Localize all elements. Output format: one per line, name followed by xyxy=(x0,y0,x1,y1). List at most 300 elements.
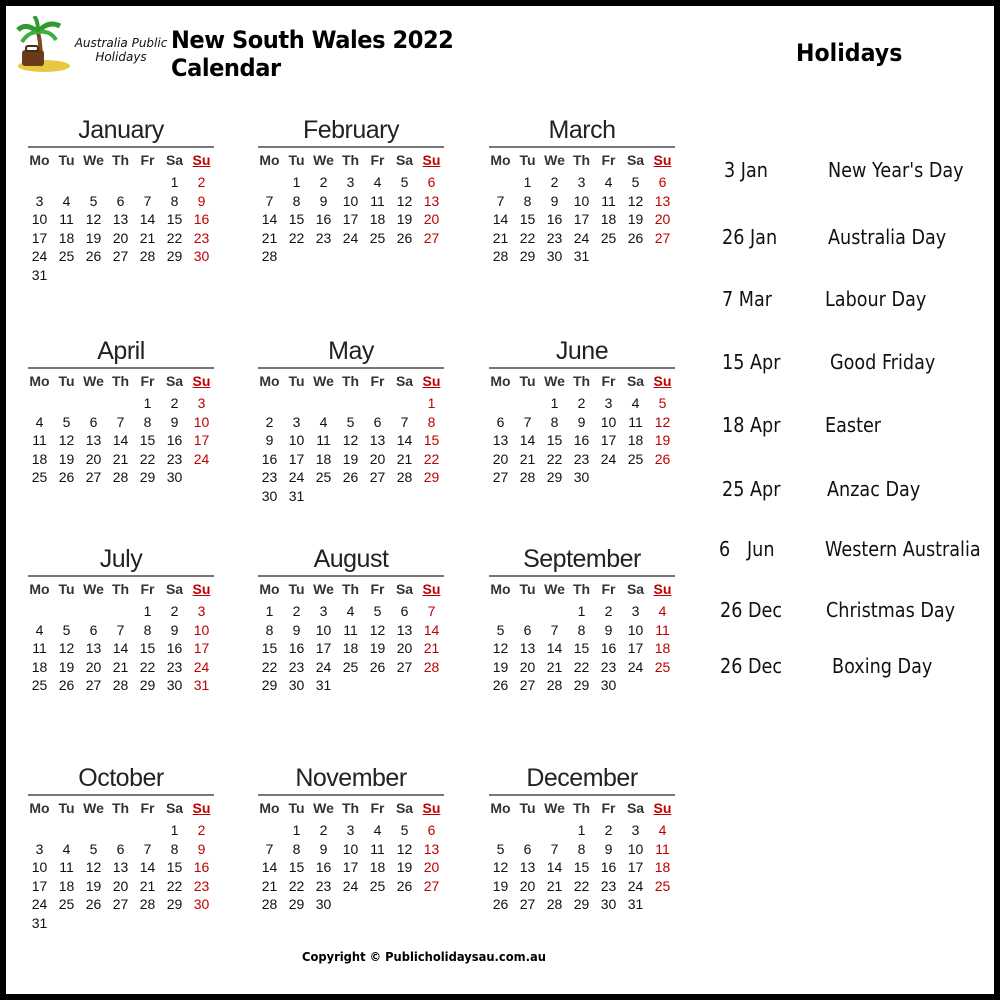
day-cell: 30 xyxy=(288,677,305,693)
empty-cell xyxy=(514,821,541,840)
day-cell: 28 xyxy=(139,896,156,912)
day-cell: 30 xyxy=(193,896,210,912)
weekday-label: Su xyxy=(192,800,211,816)
holiday-name: Christmas Day xyxy=(826,598,956,622)
day-cell: 9 xyxy=(319,840,328,857)
day-cell: 15 xyxy=(166,859,183,875)
empty-cell xyxy=(53,394,80,413)
day-cell: 11 xyxy=(32,640,47,656)
weekday-label: Tu xyxy=(288,800,305,816)
day-cell: 25 xyxy=(369,877,386,894)
month-name: December xyxy=(526,764,638,792)
day-cell: 9 xyxy=(577,413,586,430)
day-cell: 21 xyxy=(112,450,129,467)
month-divider xyxy=(258,794,444,796)
day-cell: 10 xyxy=(288,432,305,448)
day-cell: 18 xyxy=(369,859,386,875)
day-cell: 23 xyxy=(600,877,617,894)
day-cell: 23 xyxy=(573,450,590,467)
day-cell: 15 xyxy=(288,859,305,875)
day-cell: 24 xyxy=(627,877,644,894)
month-december xyxy=(487,762,677,914)
empty-cell xyxy=(80,394,107,413)
weekday-label: Tu xyxy=(288,581,305,597)
day-cell: 9 xyxy=(170,413,179,430)
day-cell: 24 xyxy=(193,658,210,675)
weekday-label: Su xyxy=(653,152,672,168)
day-cell: 12 xyxy=(369,621,386,638)
day-cell: 13 xyxy=(85,432,102,448)
day-cell: 2 xyxy=(604,603,613,619)
day-cell: 4 xyxy=(658,822,667,838)
day-cell: 6 xyxy=(427,822,436,838)
day-cell: 29 xyxy=(288,896,305,912)
empty-cell xyxy=(256,173,283,192)
weekday-label: Tu xyxy=(58,373,75,389)
day-cell: 19 xyxy=(396,859,413,875)
holiday-name: Boxing Day xyxy=(832,654,933,678)
day-cell: 27 xyxy=(423,877,440,894)
day-cell: 5 xyxy=(89,840,98,857)
month-name: April xyxy=(97,337,145,365)
empty-cell xyxy=(26,602,53,621)
weekday-label: Th xyxy=(572,373,591,389)
day-cell: 9 xyxy=(265,432,274,448)
weekday-label: Sa xyxy=(165,152,184,168)
day-cell: 21 xyxy=(519,450,536,467)
day-cell: 2 xyxy=(292,603,301,619)
day-cell: 6 xyxy=(116,192,125,209)
day-cell: 14 xyxy=(423,621,440,638)
day-cell: 14 xyxy=(261,211,278,227)
day-cell: 29 xyxy=(261,677,278,693)
day-cell: 18 xyxy=(654,640,671,656)
day-cell: 29 xyxy=(573,677,590,693)
day-cell: 11 xyxy=(59,211,74,227)
day-cell: 6 xyxy=(658,174,667,190)
day-cell: 27 xyxy=(112,248,129,264)
day-cell: 15 xyxy=(139,640,156,656)
day-cell: 28 xyxy=(546,677,563,693)
empty-cell xyxy=(487,394,514,413)
day-cell: 24 xyxy=(31,248,48,264)
day-cell: 18 xyxy=(58,877,75,894)
day-cell: 9 xyxy=(319,192,328,209)
month-divider xyxy=(489,794,675,796)
empty-cell xyxy=(80,821,107,840)
day-cell: 26 xyxy=(492,896,509,912)
day-cell: 28 xyxy=(546,896,563,912)
day-cell: 25 xyxy=(654,658,671,675)
day-cell: 5 xyxy=(346,413,355,430)
day-cell: 8 xyxy=(265,621,274,638)
day-cell: 9 xyxy=(604,621,613,638)
day-cell: 28 xyxy=(519,469,536,485)
day-cell: 5 xyxy=(496,840,505,857)
day-cell: 28 xyxy=(492,248,509,264)
day-cell: 13 xyxy=(492,432,509,448)
day-cell: 30 xyxy=(261,487,278,504)
day-cell: 19 xyxy=(58,450,75,467)
weekday-label: Tu xyxy=(288,373,305,389)
empty-cell xyxy=(26,821,53,840)
day-cell: 16 xyxy=(166,640,183,656)
day-cell: 16 xyxy=(546,211,563,227)
weekday-header xyxy=(487,150,677,170)
day-cell: 1 xyxy=(265,603,274,619)
day-cell: 26 xyxy=(85,248,102,264)
day-cell: 4 xyxy=(373,822,382,838)
day-cell: 4 xyxy=(62,840,71,857)
day-cell: 11 xyxy=(370,192,385,209)
day-cell: 18 xyxy=(342,640,359,656)
month-name: August xyxy=(313,545,389,573)
day-cell: 1 xyxy=(170,822,179,838)
day-cell: 16 xyxy=(288,640,305,656)
day-cell: 27 xyxy=(492,469,509,485)
day-cell: 20 xyxy=(85,658,102,675)
weekday-label: Mo xyxy=(490,581,511,597)
day-cell: 28 xyxy=(261,248,278,264)
day-cell: 15 xyxy=(519,211,536,227)
day-grid xyxy=(256,394,446,505)
day-cell: 27 xyxy=(85,677,102,693)
day-cell: 4 xyxy=(319,413,328,430)
day-cell: 5 xyxy=(400,174,409,190)
day-cell: 17 xyxy=(627,640,644,656)
empty-cell xyxy=(514,394,541,413)
weekday-label: Sa xyxy=(395,373,414,389)
day-cell: 30 xyxy=(600,677,617,693)
holiday-name: New Year's Day xyxy=(828,158,964,182)
day-cell: 18 xyxy=(654,859,671,875)
day-cell: 27 xyxy=(369,469,386,485)
weekday-label: Th xyxy=(341,800,360,816)
day-cell: 12 xyxy=(654,413,671,430)
day-cell: 7 xyxy=(550,840,559,857)
day-cell: 17 xyxy=(600,432,617,448)
weekday-label: Mo xyxy=(490,373,511,389)
day-cell: 31 xyxy=(627,896,644,912)
weekday-label: Su xyxy=(422,581,441,597)
day-cell: 14 xyxy=(261,859,278,875)
day-cell: 23 xyxy=(546,229,563,246)
month-divider xyxy=(258,575,444,577)
day-cell: 20 xyxy=(112,229,129,246)
day-cell: 22 xyxy=(166,229,183,246)
day-cell: 27 xyxy=(112,896,129,912)
day-cell: 25 xyxy=(627,450,644,467)
month-march xyxy=(487,114,677,266)
day-cell: 22 xyxy=(261,658,278,675)
empty-cell xyxy=(134,173,161,192)
weekday-label: Sa xyxy=(626,800,645,816)
weekday-label: Sa xyxy=(395,800,414,816)
day-cell: 19 xyxy=(342,450,359,467)
day-cell: 23 xyxy=(166,450,183,467)
weekday-label: Sa xyxy=(626,152,645,168)
day-cell: 19 xyxy=(492,877,509,894)
day-cell: 10 xyxy=(573,192,590,209)
day-cell: 19 xyxy=(85,229,102,246)
empty-cell xyxy=(541,602,568,621)
month-september xyxy=(487,543,677,695)
day-cell: 17 xyxy=(193,432,210,448)
day-cell: 15 xyxy=(546,432,563,448)
day-cell: 16 xyxy=(600,640,617,656)
month-name: May xyxy=(328,337,374,365)
weekday-label: Su xyxy=(653,373,672,389)
day-cell: 24 xyxy=(342,229,359,246)
day-cell: 6 xyxy=(89,621,98,638)
day-cell: 7 xyxy=(523,413,532,430)
day-cell: 3 xyxy=(197,395,206,411)
day-cell: 23 xyxy=(288,658,305,675)
day-cell: 14 xyxy=(546,859,563,875)
holiday-date: 26 Dec xyxy=(720,598,783,622)
weekday-header xyxy=(487,371,677,391)
day-cell: 15 xyxy=(573,640,590,656)
weekday-header xyxy=(26,579,216,599)
month-name: October xyxy=(78,764,164,792)
weekday-label: We xyxy=(544,581,565,597)
weekday-label: Fr xyxy=(601,581,616,597)
weekday-label: Su xyxy=(422,152,441,168)
day-cell: 2 xyxy=(197,822,206,838)
weekday-header xyxy=(487,798,677,818)
weekday-label: We xyxy=(83,152,104,168)
weekday-label: Fr xyxy=(370,800,385,816)
holiday-name: Western Australia xyxy=(825,537,981,561)
day-cell: 9 xyxy=(604,840,613,857)
day-cell: 28 xyxy=(112,469,129,485)
day-cell: 16 xyxy=(193,211,210,227)
day-cell: 11 xyxy=(343,621,358,638)
day-cell: 22 xyxy=(546,450,563,467)
day-cell: 14 xyxy=(519,432,536,448)
day-cell: 3 xyxy=(197,603,206,619)
day-cell: 31 xyxy=(31,914,48,931)
weekday-label: We xyxy=(313,800,334,816)
weekday-label: Mo xyxy=(259,800,280,816)
holiday-date: 25 Apr xyxy=(722,477,781,501)
weekday-label: Sa xyxy=(165,800,184,816)
day-cell: 27 xyxy=(519,677,536,693)
month-divider xyxy=(28,794,214,796)
day-cell: 21 xyxy=(396,450,413,467)
empty-cell xyxy=(107,173,134,192)
day-cell: 13 xyxy=(112,859,129,875)
day-cell: 7 xyxy=(265,840,274,857)
day-cell: 10 xyxy=(193,621,210,638)
day-cell: 16 xyxy=(315,859,332,875)
day-cell: 28 xyxy=(423,658,440,675)
empty-cell xyxy=(53,821,80,840)
month-name: November xyxy=(295,764,407,792)
day-cell: 30 xyxy=(315,896,332,912)
day-cell: 18 xyxy=(31,450,48,467)
day-cell: 15 xyxy=(423,432,440,448)
weekday-label: Sa xyxy=(626,373,645,389)
day-cell: 29 xyxy=(166,248,183,264)
day-cell: 25 xyxy=(58,896,75,912)
day-cell: 20 xyxy=(112,877,129,894)
day-cell: 21 xyxy=(546,658,563,675)
month-november xyxy=(256,762,446,914)
day-cell: 30 xyxy=(193,248,210,264)
month-divider xyxy=(258,367,444,369)
day-cell: 19 xyxy=(369,640,386,656)
day-cell: 7 xyxy=(496,192,505,209)
weekday-label: Mo xyxy=(29,581,50,597)
day-cell: 8 xyxy=(143,413,152,430)
day-cell: 4 xyxy=(658,603,667,619)
day-cell: 23 xyxy=(600,658,617,675)
day-cell: 19 xyxy=(58,658,75,675)
month-name: July xyxy=(99,545,143,573)
day-cell: 9 xyxy=(550,192,559,209)
day-cell: 14 xyxy=(546,640,563,656)
weekday-label: Fr xyxy=(140,581,155,597)
day-cell: 28 xyxy=(261,896,278,912)
day-cell: 1 xyxy=(577,603,586,619)
day-cell: 22 xyxy=(139,658,156,675)
empty-cell xyxy=(487,821,514,840)
day-cell: 13 xyxy=(369,432,386,448)
weekday-label: Tu xyxy=(58,800,75,816)
day-cell: 16 xyxy=(166,432,183,448)
holiday-name: Good Friday xyxy=(830,350,936,374)
day-cell: 2 xyxy=(319,174,328,190)
logo-text xyxy=(71,36,171,64)
day-cell: 9 xyxy=(197,192,206,209)
day-cell: 1 xyxy=(292,174,301,190)
day-cell: 10 xyxy=(627,621,644,638)
day-cell: 25 xyxy=(315,469,332,485)
day-cell: 25 xyxy=(654,877,671,894)
day-cell: 3 xyxy=(577,174,586,190)
month-january xyxy=(26,114,216,284)
holiday-date: 18 Apr xyxy=(722,413,781,437)
day-cell: 8 xyxy=(550,413,559,430)
weekday-header xyxy=(26,150,216,170)
day-cell: 14 xyxy=(396,432,413,448)
day-cell: 11 xyxy=(655,840,670,857)
day-cell: 26 xyxy=(654,450,671,467)
day-cell: 22 xyxy=(166,877,183,894)
day-cell: 30 xyxy=(573,469,590,485)
day-cell: 7 xyxy=(143,192,152,209)
day-cell: 4 xyxy=(346,603,355,619)
day-cell: 30 xyxy=(166,469,183,485)
day-cell: 3 xyxy=(604,395,613,411)
day-cell: 26 xyxy=(58,469,75,485)
day-cell: 27 xyxy=(654,229,671,246)
weekday-label: Mo xyxy=(259,373,280,389)
day-cell: 29 xyxy=(519,248,536,264)
weekday-label: Tu xyxy=(519,152,536,168)
day-cell: 6 xyxy=(523,621,532,638)
day-grid xyxy=(26,602,216,695)
day-cell: 10 xyxy=(193,413,210,430)
day-cell: 21 xyxy=(112,658,129,675)
weekday-label: Th xyxy=(572,152,591,168)
day-cell: 26 xyxy=(627,229,644,246)
day-cell: 8 xyxy=(292,840,301,857)
weekday-label: Fr xyxy=(140,152,155,168)
day-cell: 8 xyxy=(292,192,301,209)
weekday-label: Fr xyxy=(370,373,385,389)
weekday-label: Su xyxy=(422,800,441,816)
day-cell: 8 xyxy=(170,192,179,209)
empty-cell xyxy=(283,394,310,413)
weekday-label: Tu xyxy=(58,581,75,597)
day-grid xyxy=(256,173,446,266)
empty-cell xyxy=(107,394,134,413)
logo-text-line1: Australia Public xyxy=(74,36,168,50)
day-cell: 19 xyxy=(654,432,671,448)
day-cell: 12 xyxy=(396,840,413,857)
day-grid xyxy=(256,821,446,914)
day-cell: 7 xyxy=(116,413,125,430)
weekday-header xyxy=(26,798,216,818)
month-name: February xyxy=(302,116,400,144)
day-cell: 13 xyxy=(654,192,671,209)
day-cell: 7 xyxy=(143,840,152,857)
day-cell: 7 xyxy=(265,192,274,209)
day-cell: 6 xyxy=(523,840,532,857)
day-cell: 26 xyxy=(492,677,509,693)
day-cell: 2 xyxy=(170,395,179,411)
day-cell: 4 xyxy=(631,395,640,411)
day-cell: 5 xyxy=(658,395,667,411)
weekday-label: Sa xyxy=(165,581,184,597)
weekday-header xyxy=(26,371,216,391)
empty-cell xyxy=(107,602,134,621)
empty-cell xyxy=(80,602,107,621)
holiday-date: 7 Mar xyxy=(722,287,773,311)
day-cell: 21 xyxy=(492,229,509,246)
empty-cell xyxy=(391,394,418,413)
day-cell: 19 xyxy=(396,211,413,227)
day-cell: 10 xyxy=(31,211,48,227)
day-cell: 4 xyxy=(62,192,71,209)
day-cell: 8 xyxy=(577,840,586,857)
day-cell: 10 xyxy=(315,621,332,638)
empty-cell xyxy=(26,394,53,413)
month-april xyxy=(26,335,216,487)
day-cell: 21 xyxy=(139,229,156,246)
weekday-label: Fr xyxy=(140,800,155,816)
holiday-date: 26 Jan xyxy=(722,225,778,249)
day-cell: 3 xyxy=(346,822,355,838)
site-logo[interactable] xyxy=(16,16,171,74)
holiday-date: 6 Jun xyxy=(719,537,775,561)
weekday-label: Th xyxy=(341,373,360,389)
day-cell: 10 xyxy=(342,840,359,857)
day-cell: 7 xyxy=(116,621,125,638)
day-cell: 24 xyxy=(627,658,644,675)
day-cell: 25 xyxy=(31,677,48,693)
day-cell: 18 xyxy=(627,432,644,448)
holiday-name: Australia Day xyxy=(828,225,947,249)
day-cell: 16 xyxy=(600,859,617,875)
day-cell: 27 xyxy=(85,469,102,485)
day-cell: 15 xyxy=(261,640,278,656)
day-cell: 4 xyxy=(35,413,44,430)
weekday-label: Mo xyxy=(29,800,50,816)
weekday-label: Th xyxy=(111,152,130,168)
